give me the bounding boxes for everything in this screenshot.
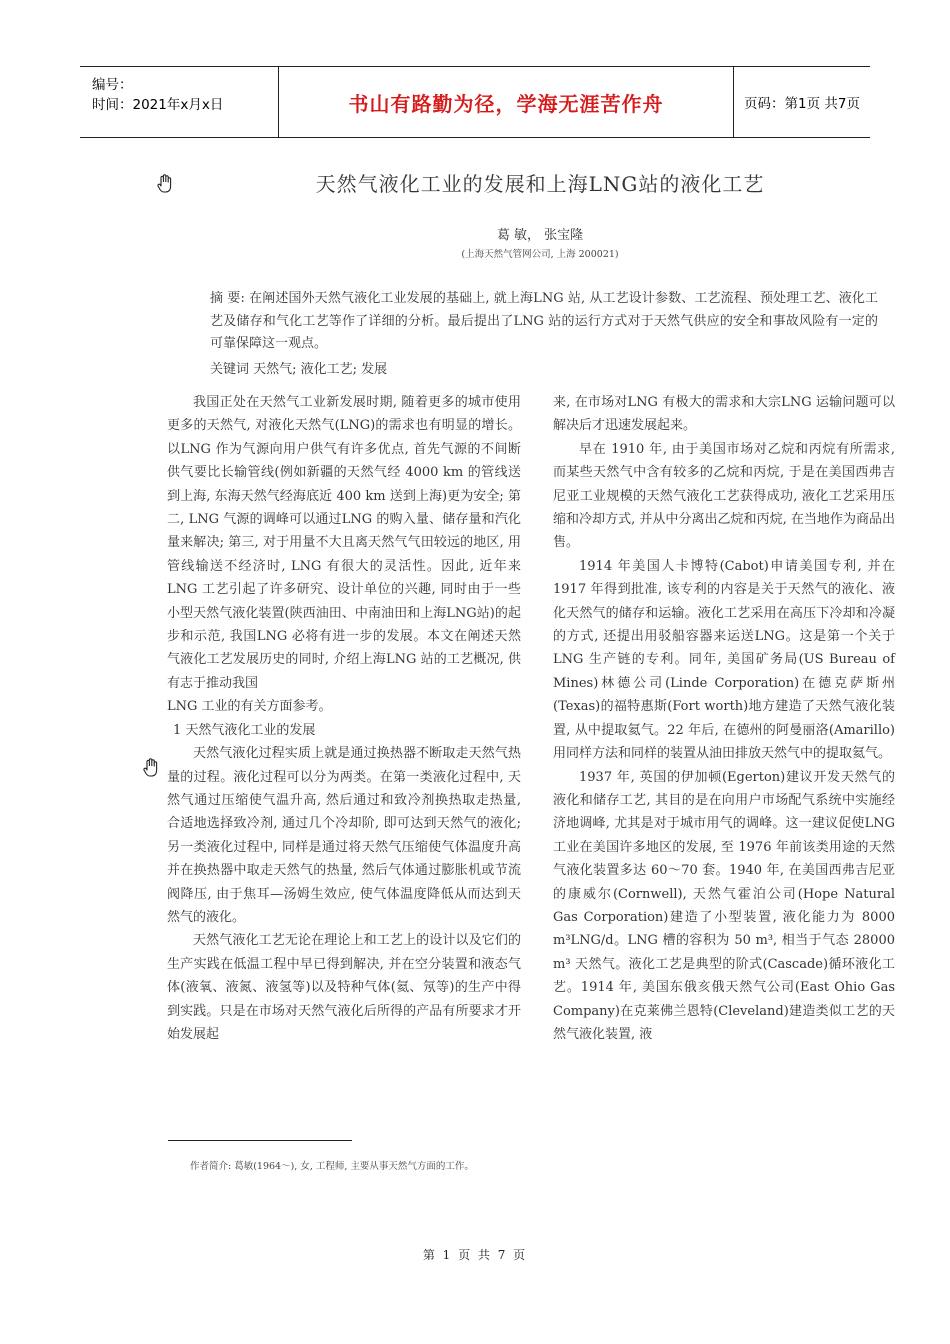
right-column <box>553 391 895 1046</box>
author-footnote: 作者简介: 葛敏(1964～), 女, 工程师, 主要从事天然气方面的工作。 <box>190 1161 474 1172</box>
paragraph: 来, 在市场对LNG 有极大的需求和大宗LNG 运输问题可以解决后才迅速发展起来。 <box>553 395 895 434</box>
article-title: 天然气液化工业的发展和上海LNG站的液化工艺 <box>315 172 765 196</box>
paragraph: 1914 年美国人卡博特(Cabot)申请美国专利, 并在 1917 年得到批准, 该专利的内容是关于天然气的液化、液化天然气的储存和运输。液化工艺采用在高压下冷却和冷凝的方式, 还提出用驳船容器来运送LNG。这是第一个关于LNG 生产链的专利。同年, 美国矿务局(US Bureau of Mines)林德公司(Linde Corporation)在德克萨斯州(Texas)的福特惠斯(Fort worth)地方建造了天然气液化装置, 从中提取氦气。22 年后, 在德州的阿曼丽洛(Amarillo)用同样方法和同样的装置从油田排放天然气中的提取氦气。 <box>553 558 895 762</box>
paragraph: 我国正处在天然气工业新发展时期, 随着更多的城市使用更多的天然气, 对液化天然气(LNG)的需求也有明显的增长。以LNG 作为气源向用户供气有许多优点, 首先气源的不间断供气要比长输管线(例如新疆的天然气经 4000 km 的管线送到上海, 东海天然气经海底近 400 km 送到上海)更为安全; 第二, LNG 气源的调峰可以通过LNG 的购入量、储存量和汽化量来解决; 第三, 对于用量不大且离天然气气田较远的地区, 用管线输送不经济时, LNG 有很大的灵活性。因此, 近年来LNG 工艺引起了许多研究、设计单位的兴趣, 同时由于一些小型天然气液化装置(陕西油田、中南油田和上海LNG站)的起步和示范, 我国LNG 必将有进一步的发展。本文在阐述天然气液化工艺发展历史的同时, 介绍上海LNG 站的工艺概况, 供有志于推动我国 <box>167 395 521 691</box>
paragraph: 天然气液化过程实质上就是通过换热器不断取走天然气热量的过程。液化过程可以分为两类。在第一类液化过程中, 天然气通过压缩使气温升高, 然后通过和致冷剂换热取走热量, 合适地选择致冷剂, 通过几个冷却阶, 即可达到天然气的液化; 另一类液化过程中, 同样是通过将天然气压缩使气体温度升高并在换热器中取走天然气的热量, 然后气体通过膨胀机或节流阀降压, 由于焦耳—汤姆生效应, 使气体温度降低从而达到天然气的液化。 <box>167 746 521 925</box>
header-motto: 书山有路勤为径，学海无涯苦作舟 <box>279 67 734 137</box>
document-number-label: 编号： <box>92 77 133 93</box>
section-heading: 1 天然气液化工业的发展 <box>173 722 316 738</box>
paragraph: 早在 1910 年, 由于美国市场对乙烷和丙烷有所需求, 而某些天然气中含有较多的乙烷和丙烷, 于是在美国西弗吉尼亚工业规模的天然气液化工艺获得成功, 液化工艺采用压缩和冷却方式, 并从中分离出乙烷和丙烷, 在当地作为商品出售。 <box>553 441 895 551</box>
document-time-label: 时间：2021年x月x日 <box>92 97 224 113</box>
paragraph: 1937 年, 英国的伊加顿(Egerton)建议开发天然气的液化和储存工艺, 其目的是在向用户市场配气系统中实施经济地调峰, 尤其是对于城市用气的调峰。这一建议促使LNG 工业在美国许多地区的发展, 至 1976 年前该类用途的天然气液化装置多达 60～70 套。1940 年, 在美国西弗吉尼亚的康威尔(Cornwell), 天然气霍泊公司(Hope Natural Gas Corporation)建造了小型装置, 液化能力为 8000 m³LNG/d。LNG 槽的容积为 50 m³, 相当于气态 28000 m³ 天然气。液化工艺是典型的阶式(Cascade)循环液化工艺。1914 年, 美国东俄亥俄天然气公司(East Ohio Gas Company)在克莱佛兰恩特(Cleveland)建造类似工艺的天然气液化装置, 液 <box>553 769 895 1042</box>
document-header <box>80 66 870 138</box>
header-page-info: 页码：第1页 共7页 <box>744 96 860 112</box>
article-authors: 葛 敏， 张宝隆 <box>496 228 584 243</box>
article-affiliation: (上海天然气管网公司, 上海 200021) <box>461 249 619 260</box>
hand-pointer-icon <box>142 758 160 778</box>
header-meta-cell <box>80 67 279 137</box>
page-number: 第 1 页 共 7 页 <box>422 1248 528 1262</box>
paragraph: 天然气液化工艺无论在理论上和工艺上的设计以及它们的生产实践在低温工程中早已得到解决, 并在空分装置和液态气体(液氧、液氮、液氢等)以及特种气体(氦、氖等)的生产中得到实践。只是在市场对天然气液化后所得的产品有所要求才开始发展起 <box>167 933 521 1042</box>
abstract: 摘 要: 在阐述国外天然气液化工业发展的基础上, 就上海LNG 站, 从工艺设计参数、工艺流程、预处理工艺、液化工艺及储存和气化工艺等作了详细的分析。最后提出了LNG 站的运行方式对于天然气供应的安全和事故风险有一定的可靠保障这一观点。 <box>210 291 878 351</box>
left-column <box>167 391 521 1046</box>
footnote-rule <box>168 1140 352 1141</box>
paragraph-tail: LNG 工业的有关方面参考。 <box>167 699 332 715</box>
keywords: 关键词 天然气; 液化工艺; 发展 <box>210 362 388 377</box>
hand-pointer-icon <box>156 174 174 194</box>
